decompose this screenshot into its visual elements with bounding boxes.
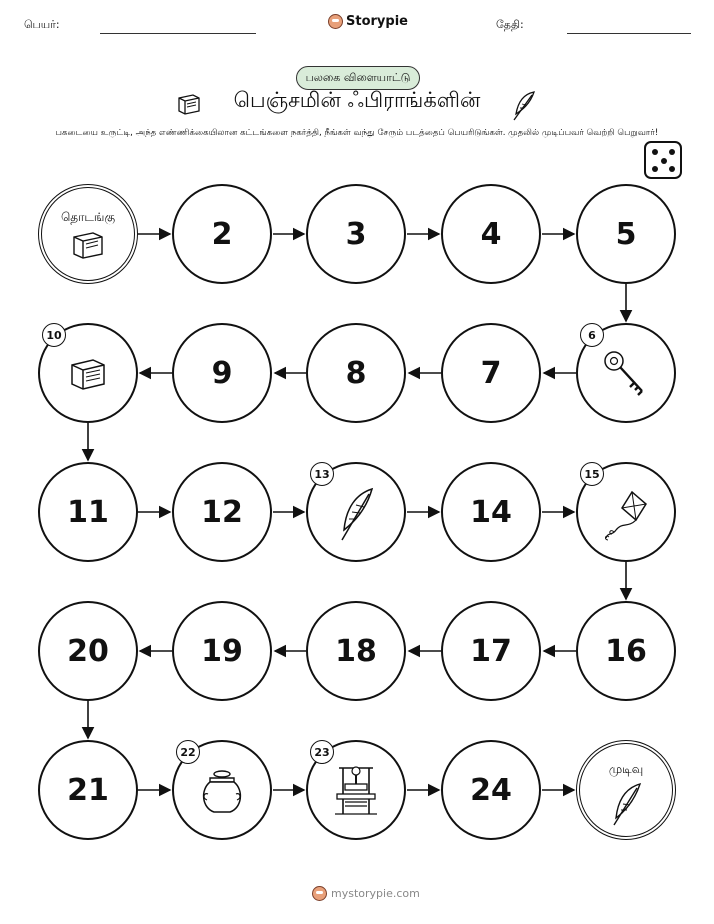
board-game-badge: பலகை விளையாட்டு [296, 66, 420, 90]
cell-number-badge: 22 [176, 740, 200, 764]
cell-number: 16 [605, 633, 647, 669]
board-cell [172, 184, 272, 284]
finish-label: முடிவு [608, 762, 644, 776]
cell-number: 19 [201, 633, 243, 669]
board-cell-start [38, 184, 138, 284]
instructions: பகடையை உருட்டி, அந்த எண்ணிக்கையிலான கட்டங்களை நகர்த்தி, நீங்கள் வந்து சேரும் படத்தைப் பெயரிடுங்கள். முதலில் முடிப்பவர் வெற்றி பெறுவார்! [55, 128, 659, 138]
cell-number-badge: 23 [310, 740, 334, 764]
board-cell [441, 184, 541, 284]
board-cell [38, 323, 138, 423]
board-cell [172, 601, 272, 701]
cell-number: 5 [615, 216, 637, 252]
board-cell-finish [576, 740, 676, 840]
board-cell [172, 323, 272, 423]
date-label: தேதி: [496, 18, 524, 31]
board-cell [306, 601, 406, 701]
board-cell [576, 323, 676, 423]
board-cell [172, 740, 272, 840]
cell-number: 4 [480, 216, 502, 252]
board-cell [576, 601, 676, 701]
mascot-icon [312, 886, 327, 901]
board-cell [306, 323, 406, 423]
name-label: பெயர்: [24, 18, 60, 31]
book-icon [71, 230, 105, 264]
cell-number: 12 [201, 494, 243, 530]
page-title: பெஞ்சமின் ஃபிராங்க்ளின் [233, 88, 481, 112]
board-cell [306, 462, 406, 562]
footer-url: mystorypie.com [331, 887, 420, 900]
board-cell [441, 740, 541, 840]
cell-number: 17 [470, 633, 512, 669]
board-cell [576, 184, 676, 284]
board-cell [172, 462, 272, 562]
board-cell [38, 740, 138, 840]
cell-number: 3 [345, 216, 367, 252]
cell-number: 20 [67, 633, 109, 669]
cell-number: 24 [470, 772, 512, 808]
key-icon [602, 349, 650, 403]
cell-number: 2 [211, 216, 233, 252]
cell-number: 11 [67, 494, 109, 530]
board-cell [441, 323, 541, 423]
cell-number-badge: 6 [580, 323, 604, 347]
quill-icon [334, 486, 378, 548]
board-cell [441, 601, 541, 701]
printing-press-icon [331, 764, 381, 822]
cell-number: 18 [335, 633, 377, 669]
board-cell [441, 462, 541, 562]
kite-icon [602, 488, 650, 548]
board-cell [38, 462, 138, 562]
cell-number-badge: 13 [310, 462, 334, 486]
cell-number: 8 [345, 355, 367, 391]
cell-number: 7 [480, 355, 502, 391]
pot-icon [200, 768, 244, 820]
cell-number: 14 [470, 494, 512, 530]
cell-number-badge: 15 [580, 462, 604, 486]
board-cell [576, 462, 676, 562]
quill-icon [608, 782, 644, 832]
start-label: தொடங்கு [60, 210, 116, 224]
board-cell [306, 184, 406, 284]
board-cell [306, 740, 406, 840]
cell-number-badge: 10 [42, 323, 66, 347]
book-icon [69, 357, 107, 395]
brand-name: Storypie [346, 14, 408, 29]
cell-number: 9 [211, 355, 233, 391]
footer [312, 886, 420, 901]
cell-number: 21 [67, 772, 109, 808]
board-cell [38, 601, 138, 701]
